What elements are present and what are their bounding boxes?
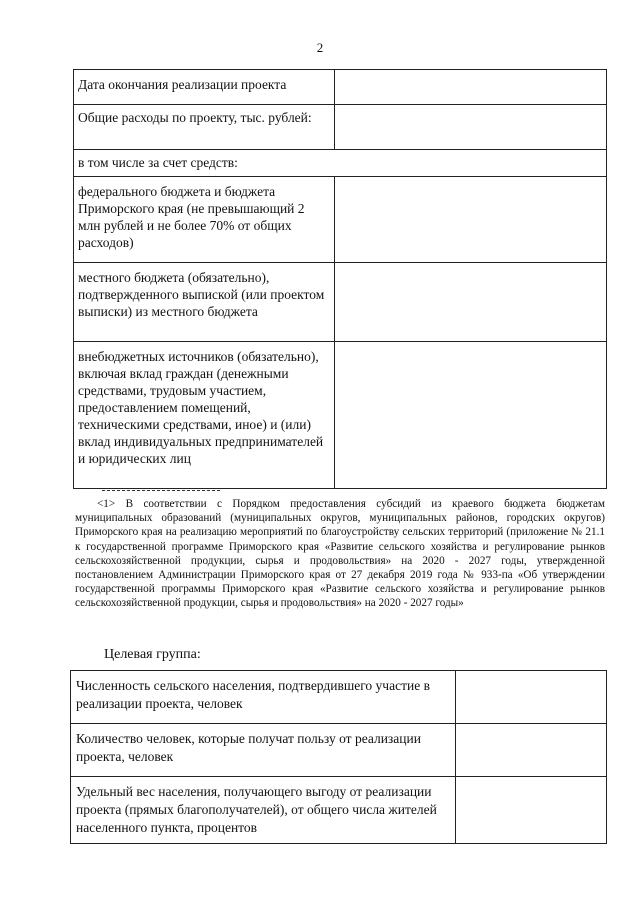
row-value-federal-regional-budget[interactable] — [334, 177, 606, 263]
table-row — [71, 777, 607, 844]
table-row — [71, 724, 607, 777]
table-row — [74, 342, 607, 489]
row-value-local-budget[interactable] — [334, 263, 606, 342]
row-label-beneficiaries: Количество человек, которые получат пользу от реализации проекта, человек — [71, 724, 456, 777]
footnote-separator — [102, 490, 220, 491]
row-label-local-budget: местного бюджета (обязательно), подтвержденного выпиской (или проектом выписки) из местного бюджета — [74, 263, 335, 342]
table-row — [74, 105, 607, 150]
table-row — [71, 671, 607, 724]
row-label-end-date: Дата окончания реализации проекта — [74, 70, 335, 105]
table-row — [74, 177, 607, 263]
target-group-table — [70, 670, 607, 844]
row-value-total-expenses[interactable] — [334, 105, 606, 150]
footnote: <1> В соответствии с Порядком предоставления субсидий из краевого бюджета бюджетам муниципальных образований (муниципальных округов, муниципальных районов, городских округов) Приморского края на реализацию мероприятий по благоустройству сельских территорий (приложение № 21.1 к государственной программе Приморского края «Развитие сельского хозяйства и регулирование рынков сельскохозяйственной продукции, сырья и продовольствия» на 2020 - 2027 годы, утвержденной постановлением Администрации Приморского края от 27 декабря 2019 года № 933-па «Об утверждении государственной программы Приморского края «Развитие сельского хозяйства и регулирование рынков сельскохозяйственной продукции, сырья и продовольствия» на 2020 - 2027 годы» — [75, 498, 605, 610]
row-label-beneficiary-share: Удельный вес населения, получающего выгоду от реализации проекта (прямых благополучателей), от общего числа жителей населенного пункта, процентов — [71, 777, 456, 844]
target-group-title: Целевая группа: — [104, 647, 201, 662]
page-number: 2 — [316, 40, 324, 55]
table-row — [74, 150, 607, 177]
row-label-participants: Численность сельского населения, подтвердившего участие в реализации проекта, человек — [71, 671, 456, 724]
row-value-extrabudgetary-sources[interactable] — [334, 342, 606, 489]
row-label-funding-sources-header: в том числе за счет средств: — [74, 150, 607, 177]
row-label-total-expenses: Общие расходы по проекту, тыс. рублей: — [74, 105, 335, 150]
row-value-beneficiary-share[interactable] — [456, 777, 607, 844]
table-row — [74, 263, 607, 342]
row-label-extrabudgetary-sources: внебюджетных источников (обязательно), включая вклад граждан (денежными средствами, трудовым участием, предоставлением помещений, техническими средствами, иное) и (или) вклад индивидуальных предпринимателей и юридических лиц — [74, 342, 335, 489]
budget-table — [73, 69, 607, 489]
table-row — [74, 70, 607, 105]
row-value-participants[interactable] — [456, 671, 607, 724]
row-value-end-date[interactable] — [334, 70, 606, 105]
row-label-federal-regional-budget: федерального бюджета и бюджета Приморского края (не превышающий 2 млн рублей и не более 70% от общих расходов) — [74, 177, 335, 263]
row-value-beneficiaries[interactable] — [456, 724, 607, 777]
